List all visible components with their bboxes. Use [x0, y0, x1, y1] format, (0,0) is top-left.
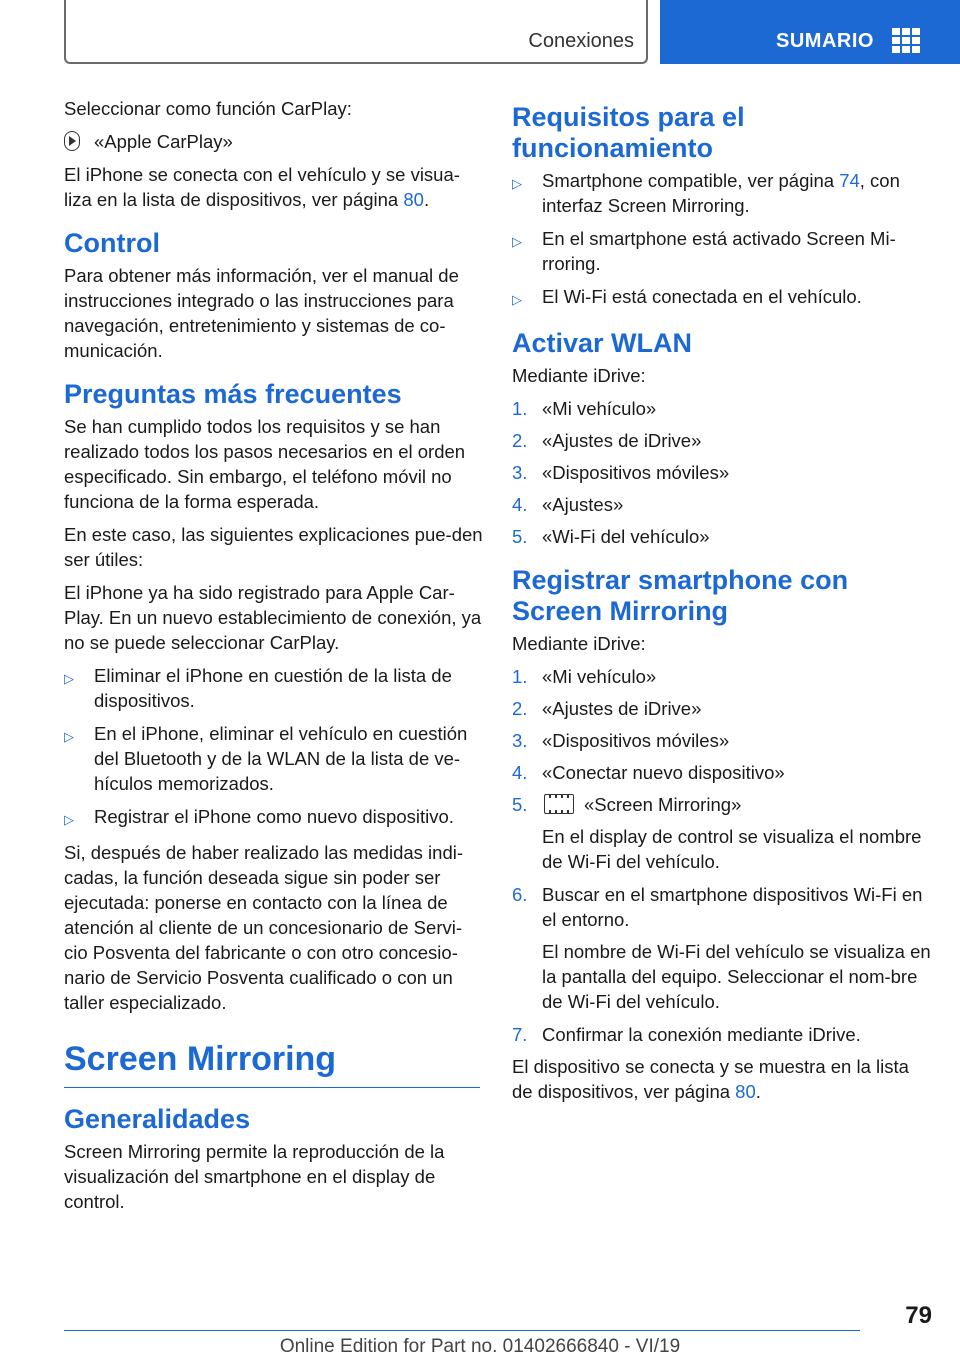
- triangle-bullet-icon: ▷: [512, 234, 522, 249]
- list-item: ▷ En el smartphone está activado Screen Mi-rroring.: [512, 228, 896, 274]
- section-title: Conexiones: [528, 30, 634, 52]
- sumario-button[interactable]: [660, 0, 960, 64]
- left-column: [64, 96, 484, 1222]
- heading-screen-mirroring: Screen Mirroring: [64, 1040, 337, 1078]
- paragraph: El dispositivo se conecta y se muestra en la lista de dispositivos, ver página 80.: [512, 1056, 909, 1102]
- list-item: ▷ Registrar el iPhone como nuevo dispositivo.: [64, 804, 484, 832]
- step-item: 1. «Mi vehículo»: [512, 666, 657, 687]
- play-circle-icon: [64, 131, 80, 151]
- triangle-bullet-icon: ▷: [64, 671, 74, 686]
- step-item: 2. «Ajustes de iDrive»: [512, 430, 702, 451]
- carplay-option: [64, 129, 484, 154]
- paragraph: En este caso, las siguientes explicaciones pue-den ser útiles:: [64, 524, 483, 570]
- footer-rule: [64, 1330, 860, 1331]
- heading-register: Registrar smartphone con Screen Mirroring: [512, 565, 849, 626]
- step-item: 3. «Dispositivos móviles»: [512, 730, 730, 751]
- list-item: ▷ Eliminar el iPhone en cuestión de la lista de dispositivos.: [64, 665, 452, 711]
- triangle-bullet-icon: ▷: [64, 729, 74, 744]
- heading-requirements: Requisitos para el funcionamiento: [512, 102, 745, 163]
- paragraph: Mediante iDrive:: [512, 633, 646, 654]
- heading-faq: Preguntas más frecuentes: [64, 379, 402, 409]
- paragraph: El iPhone ya ha sido registrado para Apple Car-Play. En un nuevo establecimiento de conexión, ya no se puede seleccionar CarPlay.: [64, 582, 482, 653]
- step-note: En el display de control se visualiza el nombre de Wi-Fi del vehículo.: [542, 826, 922, 872]
- paragraph: Screen Mirroring permite la reproducción de la visualización del smartphone en el display de control.: [64, 1141, 445, 1212]
- triangle-bullet-icon: ▷: [512, 176, 522, 191]
- step-item: 5. «Screen Mirroring»: [512, 794, 742, 815]
- step-item: 2. «Ajustes de iDrive»: [512, 698, 702, 719]
- list-item: ▷ En el iPhone, eliminar el vehículo en cuestión del Bluetooth y de la WLAN de la lista de ve-hículos memorizados.: [64, 723, 468, 794]
- step-item: 7. Confirmar la conexión mediante iDrive.: [512, 1024, 861, 1045]
- heading-wlan: Activar WLAN: [512, 328, 693, 358]
- paragraph: Para obtener más información, ver el manual de instrucciones integrado o las instrucciones para navegación, entretenimiento y sistemas de co-municación.: [64, 265, 459, 361]
- step-item: 1. «Mi vehículo»: [512, 398, 657, 419]
- sumario-label: SUMARIO: [776, 30, 874, 52]
- paragraph: Si, después de haber realizado las medidas indi-cadas, la función deseada sigue sin poder ser ejecutada: ponerse en contacto con la línea de atención al cliente de un concesionario de Servi-cio Posventa del fabricante o con otro concesio-nario de Servicio Posventa cualificado o con un taller especializado.: [64, 842, 464, 1013]
- footer-edition: Online Edition for Part no. 01402666840 - VI/19: [279, 1336, 681, 1357]
- grid-icon: [892, 28, 920, 54]
- list-item: ▷ Smartphone compatible, ver página 74, con interfaz Screen Mirroring.: [512, 170, 900, 216]
- page-link[interactable]: 80: [735, 1081, 756, 1102]
- header-section-box: [64, 0, 648, 64]
- paragraph: Mediante iDrive:: [512, 365, 646, 386]
- triangle-bullet-icon: ▷: [512, 292, 522, 307]
- step-item: 5. «Wi-Fi del vehículo»: [512, 526, 710, 547]
- heading-control: Control: [64, 228, 160, 258]
- step-item: 6. Buscar en el smartphone dispositivos Wi-Fi en el entorno.: [512, 884, 923, 930]
- step-item: 3. «Dispositivos móviles»: [512, 462, 730, 483]
- step-item: 4. «Ajustes»: [512, 494, 624, 515]
- step-note: El nombre de Wi-Fi del vehículo se visualiza en la pantalla del equipo. Seleccionar el nom-bre de Wi-Fi del vehículo.: [542, 941, 931, 1012]
- paragraph: El iPhone se conecta con el vehículo y se visua-liza en la lista de dispositivos, ver página 80.: [64, 164, 460, 210]
- option-label: «Apple CarPlay»: [94, 131, 233, 152]
- step-item: 4. «Conectar nuevo dispositivo»: [512, 762, 785, 783]
- screen-mirroring-icon: [544, 794, 574, 814]
- right-column: [512, 96, 932, 1112]
- paragraph: Se han cumplido todos los requisitos y se han realizado todos los pasos necesarios en el orden especificado. Sin embargo, el teléfono móvil no funciona de la forma esperada.: [64, 416, 466, 512]
- heading-general: Generalidades: [64, 1104, 251, 1134]
- paragraph: Seleccionar como función CarPlay:: [64, 98, 352, 119]
- page-link[interactable]: 74: [839, 170, 860, 191]
- triangle-bullet-icon: ▷: [64, 812, 74, 827]
- page-link[interactable]: 80: [403, 189, 424, 210]
- list-item: ▷ El Wi-Fi está conectada en el vehículo.: [512, 284, 932, 312]
- heading-rule: [64, 1087, 480, 1088]
- page-number: 79: [905, 1302, 932, 1329]
